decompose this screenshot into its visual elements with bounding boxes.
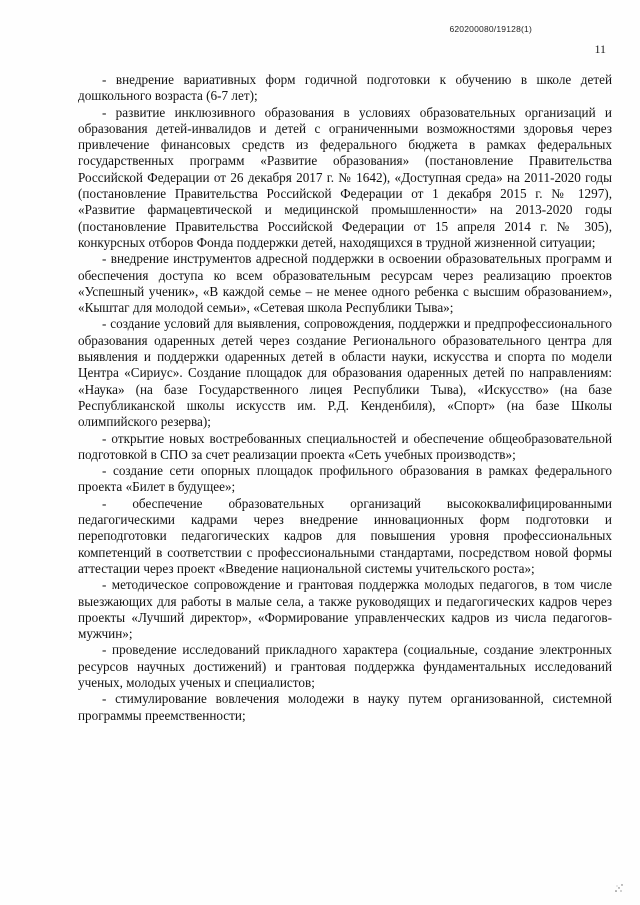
document-code: 620200080/19128(1) xyxy=(449,24,532,34)
paragraph-young-teachers-support: - методическое сопровождение и грантовая поддержка молодых педагогов, в том числе выезжающих для работы в малые села, а также руководящих и педагогических кадров через проекты «Лучший директор», «Формирование управленческих кадров из числа педагогов-мужчин»; xyxy=(78,577,612,642)
document-body xyxy=(78,72,612,724)
paragraph-profile-education-network: - создание сети опорных площадок профильного образования в рамках федерального проекта «Билет в будущее»; xyxy=(78,463,612,495)
paragraph-new-specialties: - открытие новых востребованных специальностей и обеспечение общеобразовательной подготовкой в СПО за счет реализации проекта «Сеть учебных производств»; xyxy=(78,430,612,462)
scan-artifact-icon xyxy=(612,881,626,895)
paragraph-gifted-children: - создание условий для выявления, сопровождения, поддержки и предпрофессионального образования одаренных детей через создание Регионального образовательного центра для выявления и поддержки одаренных детей в области науки, искусства и спорта по модели Центра «Сириус». Создание площадок для образования одаренных детей по направлениям: «Наука» (на базе Государственного лицея Республики Тыва), «Искусство» (на базе Республиканской школы искусств им. Р.Д. Кенденбиля), «Спорт» (на базе Школы олимпийского резерва); xyxy=(78,316,612,430)
paragraph-teaching-staff: - обеспечение образовательных организаций высококвалифицированными педагогическими кадрами через внедрение инновационных форм подготовки и переподготовки педагогических кадров для повышения уровня профессиональных компетенций в соответствии с профессиональными стандартами, посредством новой формы аттестации через проект «Введение национальной системы учительского роста»; xyxy=(78,495,612,576)
paragraph-inclusive-education: - развитие инклюзивного образования в условиях образовательных организаций и образования детей-инвалидов и детей с ограниченными возможностями здоровья через привлечение финансовых средств из федерального бюджета в рамках федеральных государственных программ «Развитие образования» (постановление Правительства Российской Федерации от 26 декабря 2017 г. № 1642), «Доступная среда» на 2011-2020 годы (постановление Правительства Российской Федерации от 1 декабря 2015 г. № 1297), «Развитие фармацевтической и медицинской промышленности» на 2013-2020 годы (постановление Правительства Российской Федерации от 15 апреля 2014 г. № 305), конкурсных отборов Фонда поддержки детей, находящихся в трудной жизненной ситуации; xyxy=(78,104,612,250)
paragraph-youth-in-science: - стимулирование вовлечения молодежи в науку путем организованной, системной программы преемственности; xyxy=(78,691,612,723)
paragraph-preschool-preparation: - внедрение вариативных форм годичной подготовки к обучению в школе детей дошкольного возраста (6-7 лет); xyxy=(78,72,612,104)
page-number: 11 xyxy=(594,42,606,56)
paragraph-applied-research: - проведение исследований прикладного характера (социальные, создание электронных ресурсов научных достижений) и грантовая поддержка фундаментальных исследований ученых, молодых ученых и специалистов; xyxy=(78,642,612,690)
paragraph-targeted-support: - внедрение инструментов адресной поддержки в освоении образовательных программ и обеспечения доступа ко всем образовательным ресурсам через реализацию проектов «Успешный ученик», «В каждой семье – не менее одного ребенка с высшим образованием», «Кыштаг для молодой семьи», «Сетевая школа Республики Тыва»; xyxy=(78,251,612,316)
